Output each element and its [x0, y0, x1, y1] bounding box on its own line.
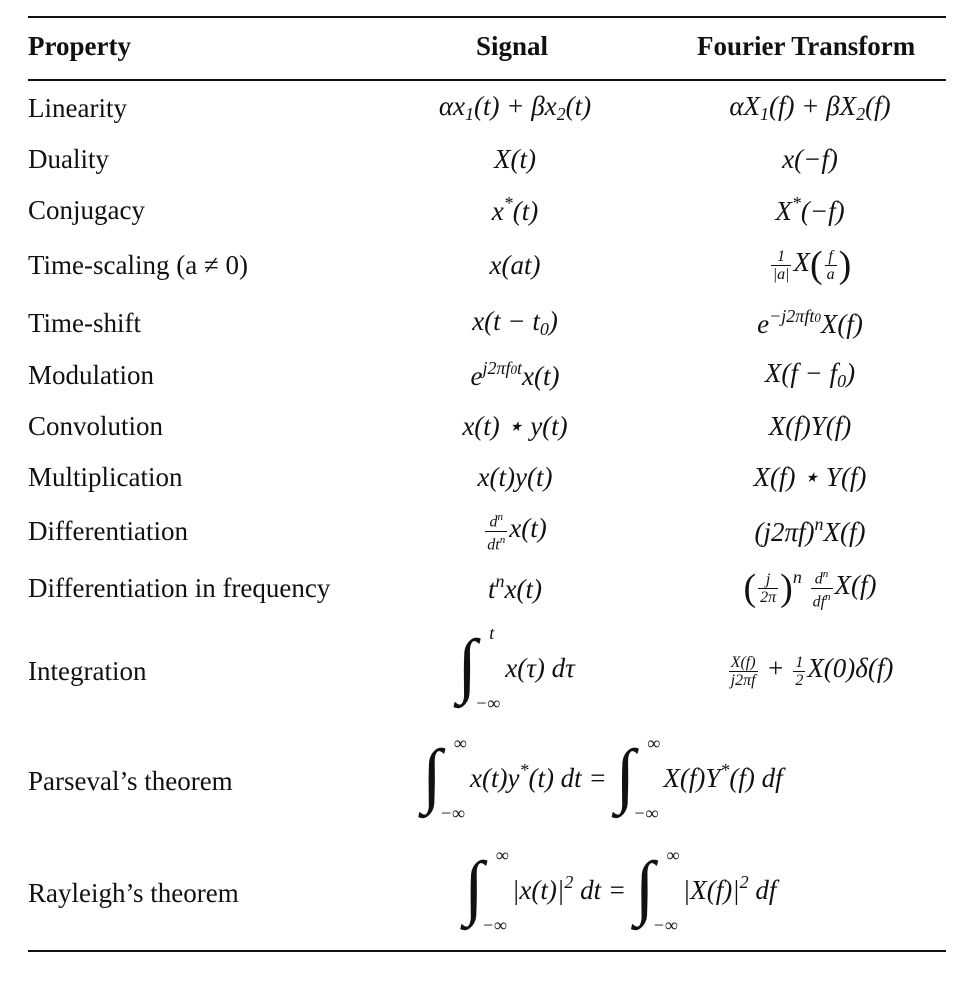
- fourier-cell: x(−f): [782, 143, 838, 174]
- signal-cell: $x(t - t_0)$: [472, 306, 558, 339]
- table-row: [0, 845, 977, 938]
- signal-cell: ∫ t −∞ x(τ) dτ: [457, 623, 575, 713]
- rayleigh-equation: ∫ ∞ −∞ $|x(t)|^2$ dt = ∫ ∞ −∞ $|X(f)|^2$ df: [464, 845, 777, 935]
- signal-cell: x*(t): [491, 193, 539, 226]
- table-row: [0, 86, 977, 130]
- signal-cell: $e^{j2\pi f0t}x(t)$: [470, 358, 560, 391]
- signal-cell: $\alpha x_1(t) + \beta x_2(t)$: [438, 91, 592, 124]
- fourier-cell: $\frac{X(f)}{j2\pi f}$ + $\frac{1}{2}$ X(0)δ(f): [730, 653, 894, 689]
- bottom-rule: [28, 950, 946, 952]
- fourier-cell: $\alpha X_1(f) + \beta X_2(f)$: [729, 91, 891, 124]
- property-cell: Linearity: [28, 92, 127, 123]
- table-row: [0, 506, 977, 556]
- table-row: [0, 404, 977, 448]
- property-cell: Conjugacy: [28, 194, 145, 225]
- property-cell: Parseval’s theorem: [28, 765, 233, 796]
- property-cell: Differentiation in frequency: [28, 572, 331, 603]
- header-fourier-transform: Fourier Transform: [697, 31, 916, 61]
- integral-symbol: ∫ t −∞: [457, 623, 501, 713]
- fourier-cell: $\frac{1}{|a|}$ X( $\frac{f}{a}$ ): [772, 244, 852, 286]
- table-row: [0, 137, 977, 181]
- signal-cell: $t^nx(t)$: [488, 571, 542, 604]
- table-row: [0, 353, 977, 397]
- property-cell: Convolution: [28, 410, 164, 441]
- header-signal: Signal: [476, 31, 549, 61]
- table-row: [0, 188, 977, 232]
- table-row: [0, 240, 977, 290]
- fourier-cell: $X(f - f_0)$: [764, 358, 856, 391]
- signal-cell: x(t)y(t): [477, 461, 553, 492]
- parseval-equation: ∫ ∞ −∞ x(t)y*(t) dt = ∫ ∞ −∞ X(f)Y*(f) df: [422, 733, 783, 823]
- fourier-cell: X*(−f): [775, 193, 845, 226]
- property-cell: Duality: [28, 143, 109, 174]
- property-cell: Modulation: [28, 359, 154, 390]
- signal-cell: x(at): [489, 249, 541, 280]
- property-cell: Differentiation: [28, 515, 188, 546]
- signal-cell: x(t) ⋆ y(t): [462, 410, 568, 441]
- header-rule: [28, 79, 946, 81]
- fourier-cell: ( $\frac{j}{2\pi}$ )$^n$ $\frac{d^n}{df^n}$ X(f): [743, 567, 877, 610]
- signal-cell: $\frac{d^n}{dt^n}$ x(t): [487, 511, 547, 553]
- fourier-cell: $(j2\pi f)^nX(f)$: [754, 514, 866, 547]
- table-row: [0, 562, 977, 614]
- fourier-cell: X(f) ⋆ Y(f): [753, 461, 867, 492]
- property-cell: Integration: [28, 655, 147, 686]
- table-row: [0, 301, 977, 345]
- table-row: [0, 455, 977, 499]
- property-cell: Time-shift: [28, 307, 142, 338]
- property-cell: Time-scaling (a ≠ 0): [28, 249, 249, 280]
- property-cell: Rayleigh’s theorem: [28, 877, 239, 908]
- fourier-cell: X(f)Y(f): [768, 410, 852, 441]
- header-property: Property: [28, 31, 131, 61]
- fourier-cell: $e^{-j2\pi ft0}X(f)$: [757, 306, 863, 339]
- table-row: [0, 733, 977, 826]
- table-row: [0, 623, 977, 716]
- property-cell: Multiplication: [28, 461, 183, 492]
- signal-cell: X(t): [494, 143, 536, 174]
- top-rule: [28, 16, 946, 18]
